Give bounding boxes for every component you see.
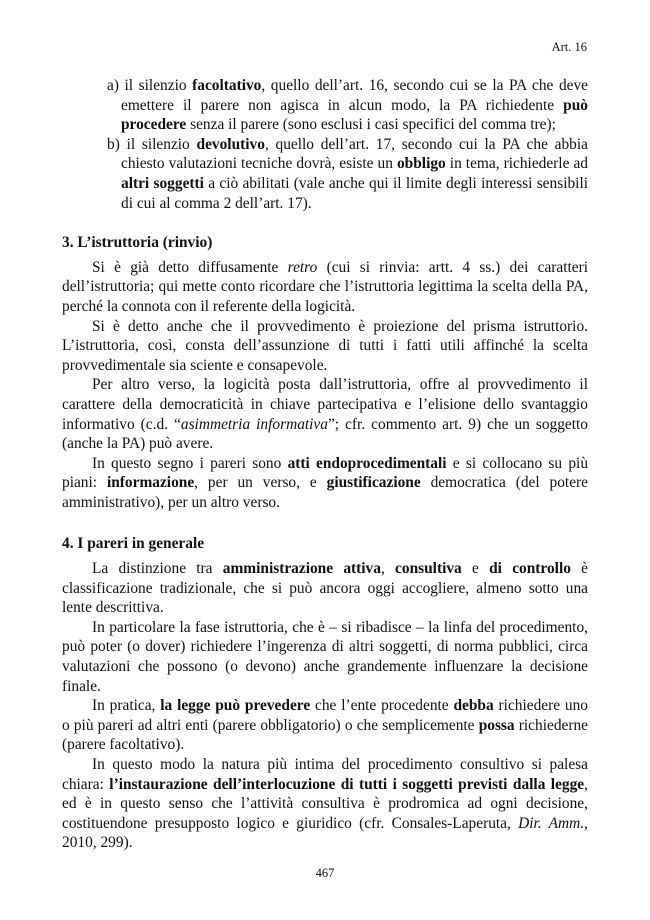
bold-text-run: altri soggetti	[121, 174, 204, 192]
text-run: , 2010, 299).	[62, 814, 588, 852]
section-4-paragraph-3	[62, 696, 588, 755]
text-run: Si è già detto diffusamente	[92, 258, 288, 276]
text-run: In particolare la fase istruttoria, che è – si ribadisce – la linfa del procedimento, può poter (o dover) richiedere l’ingerenza di altri soggetti, di norma pubblici, circa valutazioni che possono (o devono) anche grandemente influenzare la decisione finale.	[62, 618, 588, 695]
bold-text-run: di controllo	[489, 560, 571, 578]
text-run: In pratica,	[92, 697, 161, 715]
list-item-a	[62, 76, 588, 135]
section-3-paragraph-3	[62, 375, 588, 453]
italic-text-run: retro	[287, 258, 318, 276]
text-run: , ed è in questo senso che l’attività consultiva è prodromica ad ogni decisione, costituendone presupposto logico e giuridico (cfr. Consales-Laperuta,	[62, 775, 588, 832]
bold-text-run: l’instaurazione dell’interlocuzione di tutti i soggetti previsti dalla legge	[109, 775, 585, 793]
bold-text-run: possa	[478, 716, 515, 734]
running-head: Art. 16	[551, 40, 587, 54]
text-run: Per altro verso, la logicità posta dall’istruttoria, offre al provvedimento il carattere della democraticità in chiave partecipativa e l’elisione dello svantaggio informativo (c.d. “	[62, 376, 588, 433]
section-4-paragraph-1	[62, 559, 588, 618]
page-number: 467	[315, 866, 335, 880]
list-item-b	[62, 135, 588, 213]
text-run: ”; cfr. commento art. 9) che un soggetto (anche la PA) può avere.	[62, 415, 588, 453]
bold-text-run: debba	[453, 697, 494, 715]
text-run: è classificazione tradizionale, che si può ancora oggi accogliere, almeno sotto una lente descrittiva.	[62, 560, 589, 617]
text-run: che l’ente procedente	[310, 697, 454, 715]
bold-text-run: atti endoprocedimentali	[287, 454, 447, 472]
bold-text-run: devolutivo	[196, 135, 265, 153]
text-run: In questo segno i pareri sono	[92, 454, 288, 472]
text-run: in tema, richiederle ad	[445, 155, 588, 173]
text-run: , quello dell’art. 16, secondo cui se la PA che deve emettere il parere non agisca in alcun modo, la PA richiedente	[121, 77, 588, 114]
text-run: (cui si rinvia: artt. 4 ss.) dei caratteri dell’istruttoria; qui mette conto ricordare che l’istruttoria legittima la scelta della PA, perché la connota con il referente della logicità.	[62, 258, 589, 315]
section-3-paragraph-1	[62, 258, 588, 317]
italic-text-run: asimmetria informativa	[180, 415, 328, 433]
bold-text-run: giustificazione	[326, 474, 421, 492]
italic-text-run: Dir. Amm.	[518, 814, 585, 832]
section-4-paragraph-2	[62, 618, 588, 696]
page-body	[62, 76, 588, 853]
text-run: e si collocano su più piani:	[62, 454, 589, 492]
section-3-heading: 3. L’istruttoria (rinvio)	[62, 234, 213, 252]
text-run: ,	[380, 560, 396, 578]
bold-text-run: facoltativo	[192, 77, 262, 94]
bold-text-run: obbligo	[396, 155, 446, 173]
bold-text-run: informazione	[106, 474, 195, 492]
text-run: b) il silenzio	[107, 135, 197, 153]
bold-text-run: amministrazione attiva	[222, 560, 381, 578]
section-3-paragraph-4	[62, 454, 588, 513]
section-3-paragraph-2	[62, 317, 588, 376]
bold-text-run: può procedere	[121, 96, 588, 134]
text-run: La distinzione tra	[92, 560, 223, 578]
text-run: a) il silenzio	[107, 77, 193, 94]
text-run: e	[461, 560, 490, 578]
text-run: democratica (del potere amministrativo), per un altro verso.	[62, 474, 588, 511]
text-run: richiedere uno o più pareri ad altri enti (parere obbligatorio) o che semplicemente	[62, 697, 589, 734]
text-run: In questo modo la natura più intima del procedimento consultivo si palesa chiara:	[62, 756, 588, 793]
text-run: senza il parere (sono esclusi i casi specifici del comma tre);	[186, 116, 556, 134]
text-run: , quello dell’art. 17, secondo cui la PA che abbia chiesto valutazioni tecniche dovrà, esiste un	[121, 135, 588, 173]
section-4-paragraph-4	[62, 755, 588, 853]
text-run: , per un verso, e	[194, 474, 327, 492]
section-4-heading: 4. I pareri in generale	[62, 535, 205, 553]
text-run: richiederne (parere facoltativo).	[62, 716, 588, 754]
bold-text-run: la legge può prevedere	[160, 697, 311, 715]
text-run: a ciò abilitati (vale anche qui il limite degli interessi sensibili di cui al comma 2 dell’art. 17).	[121, 174, 589, 212]
bold-text-run: consultiva	[395, 560, 462, 578]
text-run: Si è detto anche che il provvedimento è proiezione del prisma istruttorio. L’istruttoria, così, consta dell’assunzione di tutti i fatti utili affinché la scelta provvedimentale sia sciente e consapevole.	[62, 317, 588, 374]
